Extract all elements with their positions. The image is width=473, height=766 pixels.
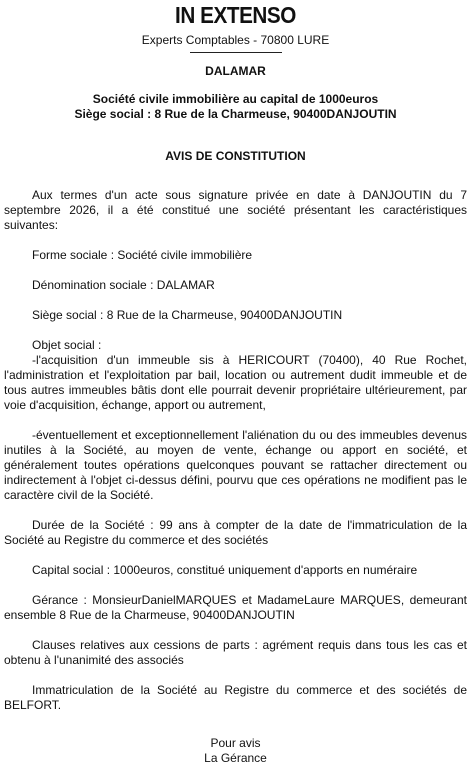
signature-block <box>4 736 467 766</box>
intro-paragraph: Aux termes d'un acte sous signature privée en date à DANJOUTIN du 7 septembre 2026, il a été constitué une société présentant les caractéristiques suivantes: <box>4 188 467 232</box>
header-divider <box>190 52 282 53</box>
company-capital-line: Société civile immobilière au capital de 1000euros <box>92 92 379 106</box>
company-seat-line: Siège social : 8 Rue de la Charmeuse, 90400DANJOUTIN <box>74 107 397 121</box>
objet-social-item-2: -éventuellement et exceptionnellement l'aliénation du ou des immeubles devenus inutiles à la Société, au moyen de vente, échange ou apport en société, et généralement toutes opérations quelconques pouvant se rattacher directement ou indirectement à l'objet ci-dessus défini, pourvu que ces opérations ne modifient pas le caractère civil de la Société. <box>4 428 467 502</box>
objet-social-block <box>4 338 467 413</box>
firm-subtitle: Experts Comptables - 70800 LURE <box>141 33 330 47</box>
gerance-paragraph: Gérance : MonsieurDanielMARQUES et MadameLaure MARQUES, demeurant ensemble 8 Rue de la Charmeuse, 90400DANJOUTIN <box>4 593 467 622</box>
clauses-paragraph: Clauses relatives aux cessions de parts : agrément requis dans tous les cas et obtenu à l'unanimité des associés <box>4 638 467 667</box>
company-name: DALAMAR <box>205 64 266 78</box>
denomination-line: Dénomination sociale : DALAMAR <box>32 278 215 292</box>
objet-social-item-1: -l'acquisition d'un immeuble sis à HERICOURT (70400), 40 Rue Rochet, l'administration et l'exploitation par bail, location ou autrement dudit immeuble et de tous autres immeubles bâtis dont elle pourrait devenir propriétaire ultérieurement, par voie d'acquisition, échange, apport ou autrement, <box>4 353 467 412</box>
capital-paragraph: Capital social : 1000euros, constitué uniquement d'apports en numéraire <box>32 563 418 577</box>
company-details <box>4 92 467 122</box>
objet-social-label: Objet social : <box>32 338 102 352</box>
notice-body <box>4 188 467 713</box>
signature-line-2: La Gérance <box>204 751 267 765</box>
firm-brand-title: IN EXTENSO <box>175 2 296 28</box>
notice-title: AVIS DE CONSTITUTION <box>165 149 306 163</box>
duree-paragraph: Durée de la Société : 99 ans à compter de la date de l'immatriculation de la Société au Registre du commerce et des sociétés <box>4 518 467 547</box>
forme-sociale-line: Forme sociale : Société civile immobilière <box>32 248 253 262</box>
signature-line-1: Pour avis <box>210 736 261 750</box>
immatriculation-paragraph: Immatriculation de la Société au Registre du commerce et des sociétés de BELFORT. <box>4 683 467 712</box>
siege-social-line: Siège social : 8 Rue de la Charmeuse, 90400DANJOUTIN <box>32 308 343 322</box>
